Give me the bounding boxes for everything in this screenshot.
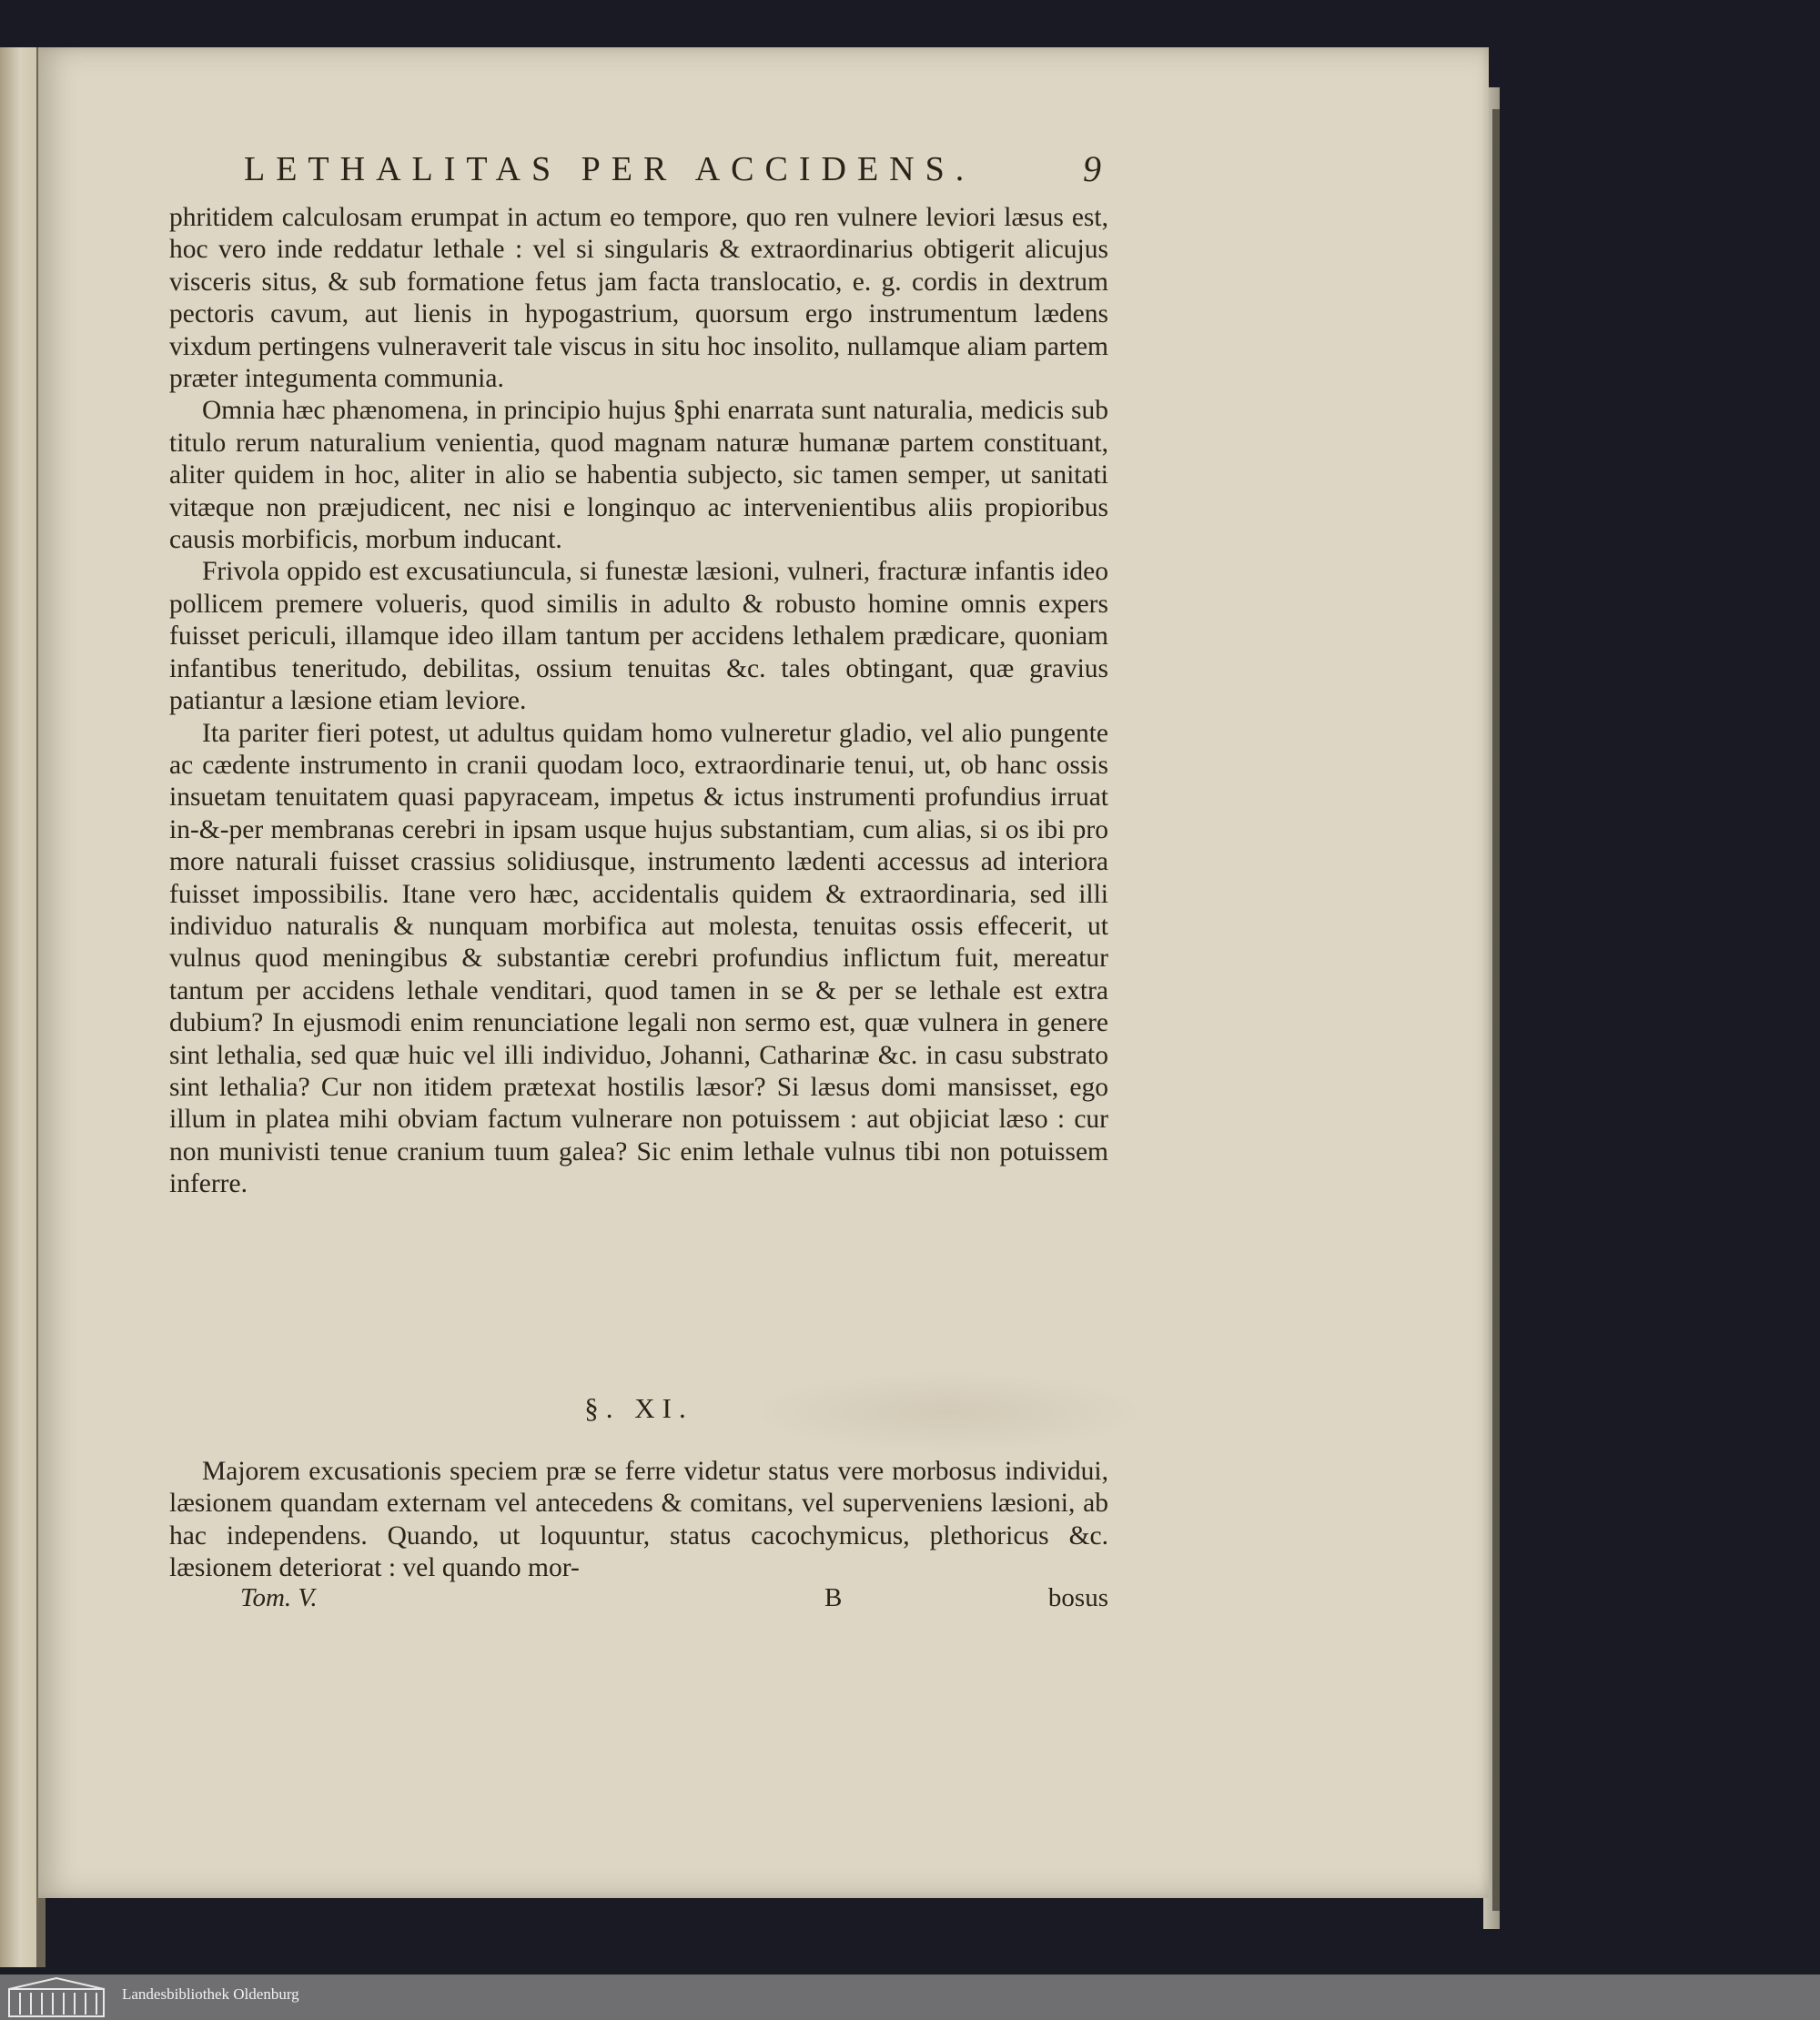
facing-page-edge xyxy=(0,47,36,1967)
volume-mark: Tom. V. xyxy=(240,1583,318,1612)
book-board-edge xyxy=(1492,109,1500,1911)
paragraph-continued: phritidem calculosam erumpat in actum eo tempore, quo ren vulnere leviori læsus est, hoc vero inde reddatur lethale : vel si singularis & extraordinarius obtigerit alicujus visceris situs, & sub formatione fetus jam facta translocatio, e. g. cordis in dextrum pectoris cavum, aut lienis in hypogastrium, quorsum ergo instrumentum lædens vixdum pertingens vulneraverit tale viscus in situ hoc insolito, nullamque aliam partem præter integumenta communia. xyxy=(169,203,1108,394)
page-number: 9 xyxy=(1083,148,1101,189)
catchword: bosus xyxy=(1047,1583,1108,1612)
main-text xyxy=(169,202,1108,1201)
library-name: Landesbibliothek Oldenburg xyxy=(122,1985,299,2003)
signature-mark: B xyxy=(824,1583,843,1612)
paragraph: Omnia hæc phænomena, in principio hujus §phi enarrata sunt naturalia, medicis sub titulo rerum naturalium venientia, quod magnam naturæ humanæ partem constituant, aliter quidem in hoc, aliter in alio se habentia subjecto, sic tamen semper, ut sanitati vitæque non præjudicent, nec nisi e longinquo ac intervenientibus aliis propioribus causis morbificis, morbum inducant. xyxy=(169,396,1108,555)
paragraph: Majorem excusationis speciem præ se ferre videtur status vere morbosus individui, læsionem quandam externam vel antecedens & comitans, vel superveniens læsioni, ab hac independens. Quando, ut loquuntur, status cacochymicus, plethoricus &c. læsionem deteriorat : vel quando mor- xyxy=(169,1457,1108,1583)
section-text xyxy=(169,1456,1108,1585)
running-head: LETHALITAS PER ACCIDENS. xyxy=(244,150,976,188)
section-heading: §. XI. xyxy=(584,1392,693,1424)
library-building-icon xyxy=(5,1976,107,2018)
page-footer xyxy=(169,1583,1108,1620)
paragraph: Ita pariter fieri potest, ut adultus quidam homo vulneretur gladio, vel alio pungente ac cædente instrumento in cranii quodam loco, extraordinarie tenui, ut, ob hanc ossis insuetam tenuitatem quasi papyraceam, impetus & ictus instrumenti profundius irruat in-&-per membranas cerebri in ipsam usque hujus substantiam, cum alias, si os ibi pro more naturali fuisset crassius solidiusque, instrumento lædenti accessus ad interiora fuisset impossibilis. Itane vero hæc, accidentalis quidem & extraordinaria, sed illi individuo naturalis & nunquam morbifica aut molesta, tenuitas ossis effecerit, ut vulnus quod meningibus & substantiæ cerebri profundius inflictum fuit, mereatur tantum per accidens lethale venditari, quod tamen in se & per se lethale est extra dubium? In ejusmodi enim renunciatione legali non sermo est, quæ vulnera in genere sint lethalia, sed quæ huic vel illi individuo, Johanni, Catharinæ &c. in casu substrato sint lethalia? Cur non itidem prætexat hostilis læsor? Si læsus domi mansisset, ego illum in platea mihi obviam factum vulnerare non potuissem : aut objiciat læso : cur non munivisti tenue cranium tuum galea? Sic enim lethale vulnus tibi non potuissem inferre. xyxy=(169,718,1108,1199)
paragraph: Frivola oppido est excusatiuncula, si funestæ læsioni, vulneri, fracturæ infantis ideo pollicem premere volueris, quod similis in adulto & robusto homine omnis expers fuisset periculi, illamque ideo illam tantum per accidens lethalem prædicare, quoniam infantibus teneritudo, debilitas, ossium tenuitas &c. tales obtingant, quæ gravius patiantur a læsione etiam leviore. xyxy=(169,557,1108,716)
